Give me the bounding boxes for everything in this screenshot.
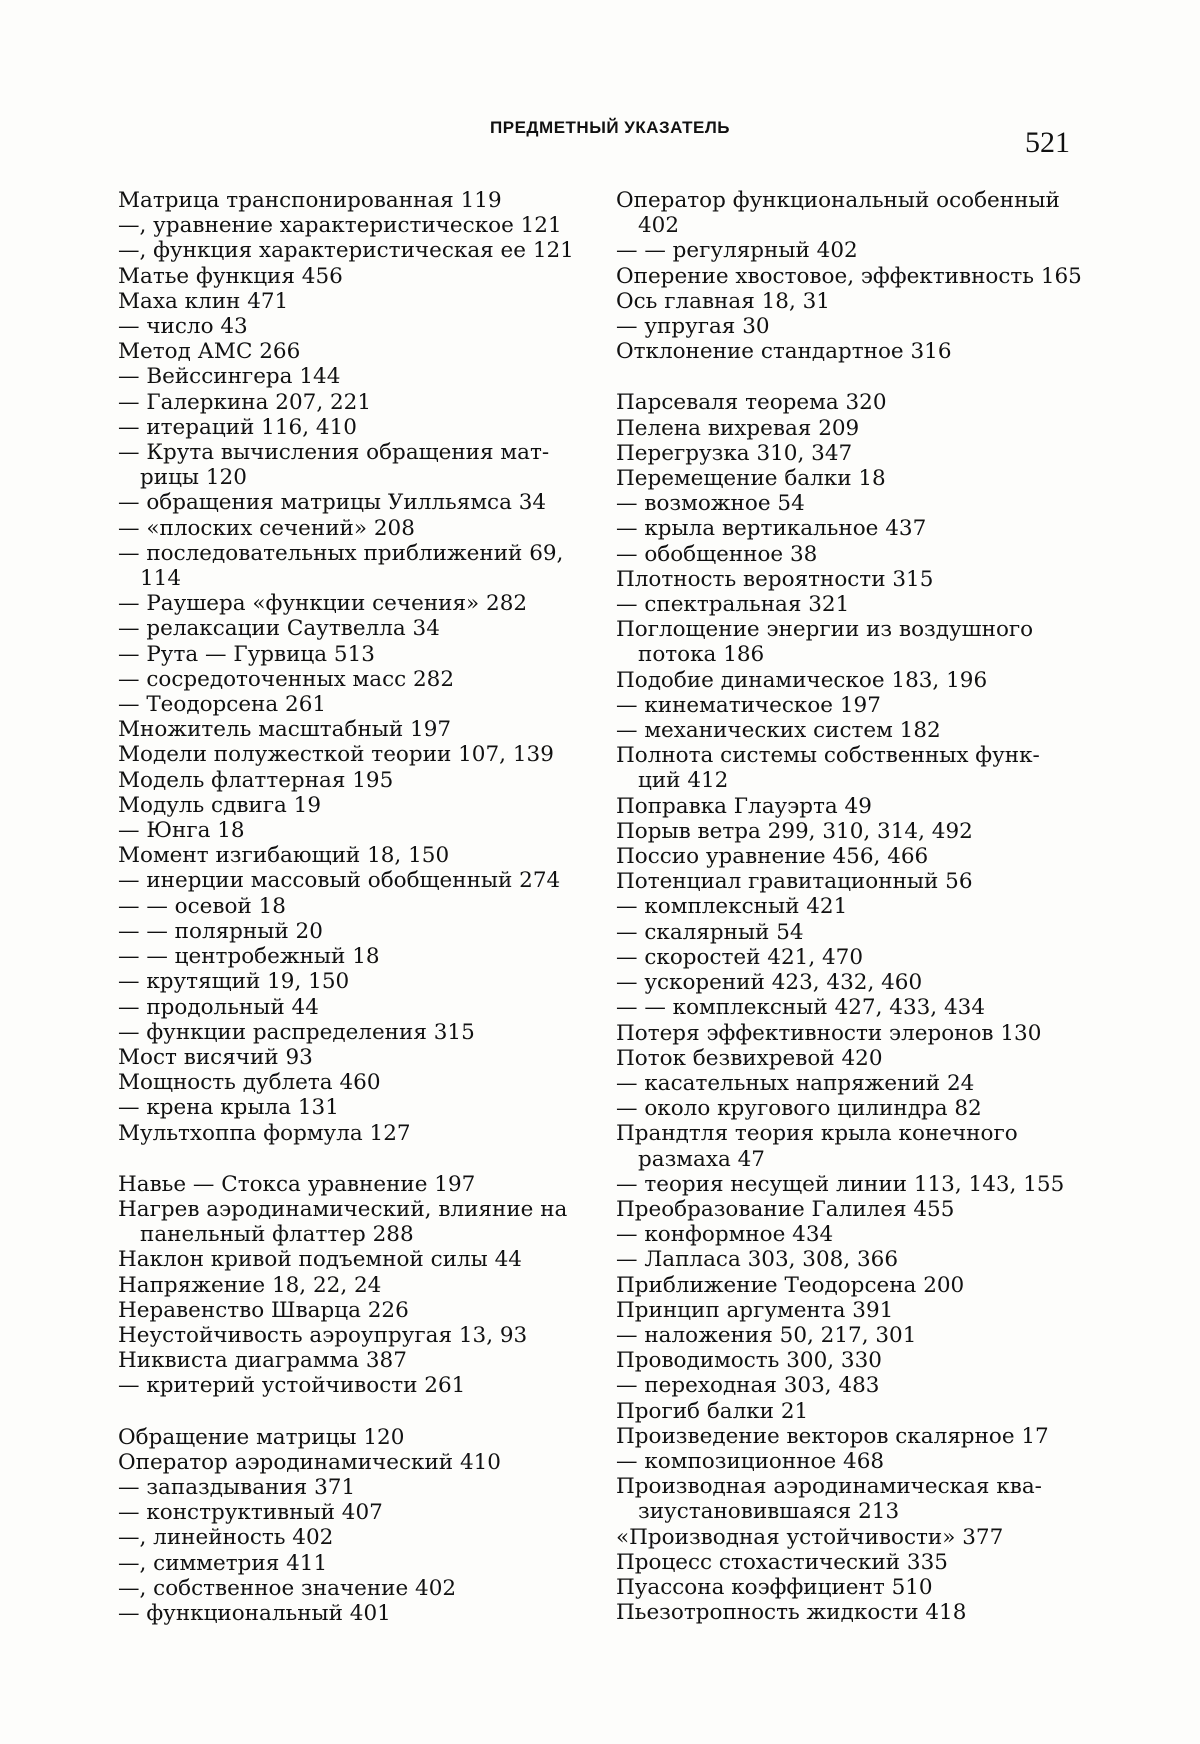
index-entry: Модель флаттерная 195 <box>118 767 394 793</box>
index-entry: Преобразование Галилея 455 <box>616 1196 955 1222</box>
index-entry: — Вейссингера 144 <box>118 364 341 390</box>
index-entry: — Крута вычисления обращения мат- <box>118 440 550 466</box>
index-entry: — инерции массовый обобщенный 274 <box>118 868 561 894</box>
index-entry: — возможное 54 <box>616 491 805 517</box>
index-entry: — число 43 <box>118 314 248 340</box>
index-entry: — около кругового цилиндра 82 <box>616 1096 982 1122</box>
index-entry: Прандтля теория крыла конечного <box>616 1121 1018 1147</box>
index-entry: — упругая 30 <box>616 314 770 340</box>
index-entry: — продольный 44 <box>118 994 319 1020</box>
index-entry: — — регулярный 402 <box>616 238 858 264</box>
index-entry: Производная аэродинамическая ква- <box>616 1474 1042 1500</box>
index-entry: — функции распределения 315 <box>118 1019 475 1045</box>
index-entry: — — осевой 18 <box>118 893 286 919</box>
index-entry: — скалярный 54 <box>616 919 804 945</box>
index-entry: «Производная устойчивости» 377 <box>616 1524 1004 1550</box>
index-entry: — — центробежный 18 <box>118 944 380 970</box>
index-entry: Модуль сдвига 19 <box>118 792 322 818</box>
index-entry: — крутящий 19, 150 <box>118 969 350 995</box>
index-entry: Модели полужесткой теории 107, 139 <box>118 742 554 768</box>
index-entry: Перемещение балки 18 <box>616 466 886 492</box>
index-entry: — переходная 303, 483 <box>616 1373 880 1399</box>
index-entry: Проводимость 300, 330 <box>616 1348 882 1374</box>
index-entry: Маха клин 471 <box>118 288 289 314</box>
index-entry: — кинематическое 197 <box>616 692 881 718</box>
index-section-gap <box>118 1146 608 1172</box>
index-entry: потока 186 <box>638 642 765 668</box>
index-entry: Момент изгибающий 18, 150 <box>118 843 450 869</box>
index-entry: — обращения матрицы Уилльямса 34 <box>118 490 547 516</box>
index-entry: Произведение векторов скалярное 17 <box>616 1423 1049 1449</box>
index-entry: Потенциал гравитационный 56 <box>616 869 973 895</box>
index-entry: Перегрузка 310, 347 <box>616 440 853 466</box>
index-column-right <box>616 188 1106 1625</box>
index-entry: — конструктивный 407 <box>118 1500 383 1526</box>
index-entry: —, собственное значение 402 <box>118 1575 457 1601</box>
index-entry: — ускорений 423, 432, 460 <box>616 970 923 996</box>
index-entry: Потеря эффективности элеронов 130 <box>616 1020 1042 1046</box>
index-section-gap <box>616 364 1106 390</box>
index-entry: Оператор функциональный особенный <box>616 188 1060 213</box>
index-entry: —, линейность 402 <box>118 1525 334 1551</box>
index-entry: Нагрев аэродинамический, влияние на <box>118 1196 568 1222</box>
page-number: 521 <box>1025 126 1070 159</box>
index-entry: — наложения 50, 217, 301 <box>616 1322 917 1348</box>
index-entry: — Лапласа 303, 308, 366 <box>616 1247 899 1273</box>
index-entry: Обращение матрицы 120 <box>118 1424 405 1450</box>
index-entry: Мост висячий 93 <box>118 1044 313 1070</box>
index-entry: — конформное 434 <box>616 1222 834 1248</box>
index-entry: — — полярный 20 <box>118 918 323 944</box>
index-entry: Поглощение энергии из воздушного <box>616 617 1034 643</box>
index-entry: — механических систем 182 <box>616 718 941 744</box>
index-entry: Поток безвихревой 420 <box>616 1045 883 1071</box>
index-entry: — итераций 116, 410 <box>118 414 357 440</box>
running-title: ПРЕДМЕТНЫЙ УКАЗАТЕЛЬ <box>490 118 730 137</box>
index-entry: — запаздывания 371 <box>118 1474 356 1500</box>
index-column-left <box>118 188 608 1626</box>
index-entry: — — комплексный 427, 433, 434 <box>616 995 986 1021</box>
index-entry: размаха 47 <box>638 1146 765 1172</box>
index-entry: Прогиб балки 21 <box>616 1398 809 1424</box>
index-entry: — Теодорсена 261 <box>118 692 327 718</box>
index-entry: — релаксации Саутвелла 34 <box>118 616 440 642</box>
index-entry: Матрица транспонированная 119 <box>118 188 502 213</box>
index-entry: Пелена вихревая 209 <box>616 415 860 441</box>
index-entry: Мощность дублета 460 <box>118 1070 381 1096</box>
index-entry: Процесс стохастический 335 <box>616 1549 948 1575</box>
index-entry: — последовательных приближений 69, <box>118 540 564 566</box>
index-entry: Оператор аэродинамический 410 <box>118 1449 501 1475</box>
index-entry: Поправка Глауэрта 49 <box>616 793 872 819</box>
index-entry: Навье — Стокса уравнение 197 <box>118 1171 476 1197</box>
index-entry: Поссио уравнение 456, 466 <box>616 844 929 870</box>
index-entry: — спектральная 321 <box>616 592 850 618</box>
index-entry: Приближение Теодорсена 200 <box>616 1272 965 1298</box>
index-entry: — касательных напряжений 24 <box>616 1070 975 1096</box>
index-entry: Оперение хвостовое, эффективность 165 <box>616 263 1082 289</box>
index-entry: Отклонение стандартное 316 <box>616 339 952 365</box>
index-entry: зиустановившаяся 213 <box>638 1499 900 1525</box>
index-entry: 402 <box>638 213 680 239</box>
index-entry: — крыла вертикальное 437 <box>616 516 927 542</box>
index-entry: — Рута — Гурвица 513 <box>118 641 375 667</box>
index-entry: — скоростей 421, 470 <box>616 944 864 970</box>
index-entry: Неустойчивость аэроупругая 13, 93 <box>118 1322 528 1348</box>
index-entry: Метод АМС 266 <box>118 339 301 365</box>
index-entry: Полнота системы собственных функ- <box>616 743 1040 769</box>
index-entry: — «плоских сечений» 208 <box>118 515 415 541</box>
index-entry: панельный флаттер 288 <box>140 1222 414 1248</box>
index-entry: —, симметрия 411 <box>118 1550 328 1576</box>
index-entry: Мультхоппа формула 127 <box>118 1120 411 1146</box>
index-entry: Напряжение 18, 22, 24 <box>118 1272 382 1298</box>
index-entry: Наклон кривой подъемной силы 44 <box>118 1247 522 1273</box>
index-entry: Пуассона коэффициент 510 <box>616 1574 933 1600</box>
index-entry: —, функция характеристическая ее 121 <box>118 238 574 264</box>
index-entry: Неравенство Шварца 226 <box>118 1297 409 1323</box>
index-entry: Подобие динамическое 183, 196 <box>616 667 988 693</box>
index-entry: — теория несущей линии 113, 143, 155 <box>616 1171 1065 1197</box>
index-entry: ций 412 <box>638 768 729 794</box>
index-entry: — Галеркина 207, 221 <box>118 389 372 415</box>
index-entry: — обобщенное 38 <box>616 541 818 567</box>
index-entry: Пьезотропность жидкости 418 <box>616 1600 967 1626</box>
index-entry: — сосредоточенных масс 282 <box>118 666 455 692</box>
index-entry: — критерий устойчивости 261 <box>118 1373 466 1399</box>
index-entry: Плотность вероятности 315 <box>616 566 934 592</box>
index-entry: рицы 120 <box>140 465 247 491</box>
index-entry: —, уравнение характеристическое 121 <box>118 213 562 239</box>
index-entry: Матье функция 456 <box>118 263 343 289</box>
index-entry: — композиционное 468 <box>616 1448 885 1474</box>
index-entry: — Раушера «функции сечения» 282 <box>118 591 528 617</box>
index-entry: 114 <box>140 566 182 592</box>
index-entry: Множитель масштабный 197 <box>118 717 452 743</box>
index-entry: Принцип аргумента 391 <box>616 1297 894 1323</box>
index-entry: Ось главная 18, 31 <box>616 288 830 314</box>
index-entry: Парсеваля теорема 320 <box>616 390 887 416</box>
index-section-gap <box>118 1399 608 1425</box>
index-entry: — крена крыла 131 <box>118 1095 339 1121</box>
index-entry: — функциональный 401 <box>118 1600 391 1626</box>
index-entry: Никвиста диаграмма 387 <box>118 1348 407 1374</box>
index-entry: Порыв ветра 299, 310, 314, 492 <box>616 818 973 844</box>
index-entry: — комплексный 421 <box>616 894 848 920</box>
index-entry: — Юнга 18 <box>118 818 245 844</box>
